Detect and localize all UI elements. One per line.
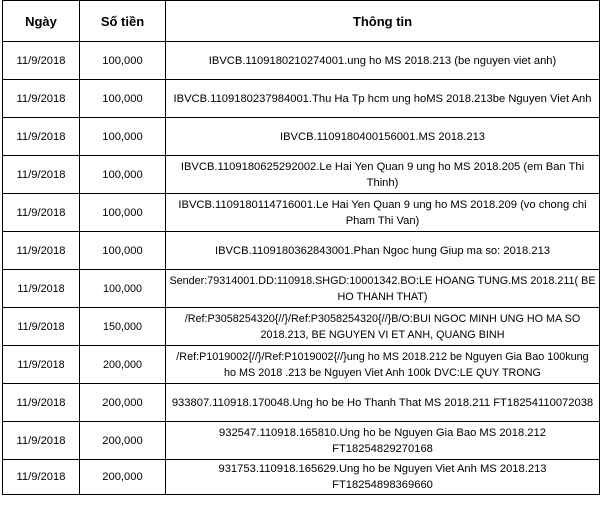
table-row	[3, 42, 600, 80]
date-cell: 11/9/2018	[3, 460, 80, 495]
header-date: Ngày	[3, 1, 80, 42]
amount-cell: 100,000	[80, 42, 166, 80]
info-cell: 931753.110918.165629.Ung ho be Nguyen Viet Anh MS 2018.213 FT18254898369660	[166, 460, 600, 495]
info-cell: IBVCB.1109180400156001.MS 2018.213	[166, 118, 600, 156]
info-cell: 933807.110918.170048.Ung ho be Ho Thanh That MS 2018.211 FT18254110072038	[166, 384, 600, 422]
table-row	[3, 80, 600, 118]
info-cell: 932547.110918.165810.Ung ho be Nguyen Gia Bao MS 2018.212 FT18254829270168	[166, 422, 600, 460]
table-row	[3, 384, 600, 422]
amount-cell: 200,000	[80, 422, 166, 460]
amount-cell: 100,000	[80, 156, 166, 194]
amount-cell: 200,000	[80, 460, 166, 495]
date-cell: 11/9/2018	[3, 232, 80, 270]
info-cell: IBVCB.1109180237984001.Thu Ha Tp hcm ung hoMS 2018.213be Nguyen Viet Anh	[166, 80, 600, 118]
amount-cell: 100,000	[80, 194, 166, 232]
amount-cell: 200,000	[80, 346, 166, 384]
header-info: Thông tin	[166, 1, 600, 42]
amount-cell: 200,000	[80, 384, 166, 422]
info-cell: /Ref:P3058254320{//}/Ref:P3058254320{//}B/O:BUI NGOC MINH UNG HO MA SO 2018.213, BE NGUYEN VI ET ANH, QUANG BINH	[166, 308, 600, 346]
date-cell: 11/9/2018	[3, 422, 80, 460]
amount-cell: 150,000	[80, 308, 166, 346]
donation-table	[2, 0, 600, 495]
amount-cell: 100,000	[80, 118, 166, 156]
table-row	[3, 346, 600, 384]
date-cell: 11/9/2018	[3, 118, 80, 156]
table-row	[3, 156, 600, 194]
info-cell: IBVCB.1109180625292002.Le Hai Yen Quan 9 ung ho MS 2018.205 (em Ban Thi Thinh)	[166, 156, 600, 194]
table-row	[3, 232, 600, 270]
info-cell: IBVCB.1109180114716001.Le Hai Yen Quan 9 ung ho MS 2018.209 (vo chong chi Pham Thi Van)	[166, 194, 600, 232]
date-cell: 11/9/2018	[3, 270, 80, 308]
amount-cell: 100,000	[80, 232, 166, 270]
info-cell: IBVCB.1109180210274001.ung ho MS 2018.213 (be nguyen viet anh)	[166, 42, 600, 80]
table-row	[3, 422, 600, 460]
date-cell: 11/9/2018	[3, 156, 80, 194]
amount-cell: 100,000	[80, 80, 166, 118]
table-row	[3, 308, 600, 346]
header-amount: Số tiền	[80, 1, 166, 42]
info-cell: Sender:79314001.DD:110918.SHGD:10001342.BO:LE HOANG TUNG.MS 2018.211( BE HO THANH THAT)	[166, 270, 600, 308]
date-cell: 11/9/2018	[3, 80, 80, 118]
info-cell: /Ref:P1019002{//}/Ref:P1019002{//}ung ho MS 2018.212 be Nguyen Gia Bao 100kung ho MS 2018 .213 be Nguyen Viet Anh 100k DVC:LE QUY TRONG	[166, 346, 600, 384]
date-cell: 11/9/2018	[3, 346, 80, 384]
table-body	[3, 42, 600, 495]
date-cell: 11/9/2018	[3, 42, 80, 80]
table-row	[3, 194, 600, 232]
amount-cell: 100,000	[80, 270, 166, 308]
table-row	[3, 118, 600, 156]
date-cell: 11/9/2018	[3, 384, 80, 422]
date-cell: 11/9/2018	[3, 194, 80, 232]
date-cell: 11/9/2018	[3, 308, 80, 346]
table-header	[3, 1, 600, 42]
table-row	[3, 460, 600, 495]
info-cell: IBVCB.1109180362843001.Phan Ngoc hung Giup ma so: 2018.213	[166, 232, 600, 270]
table-row	[3, 270, 600, 308]
header-row	[3, 1, 600, 42]
